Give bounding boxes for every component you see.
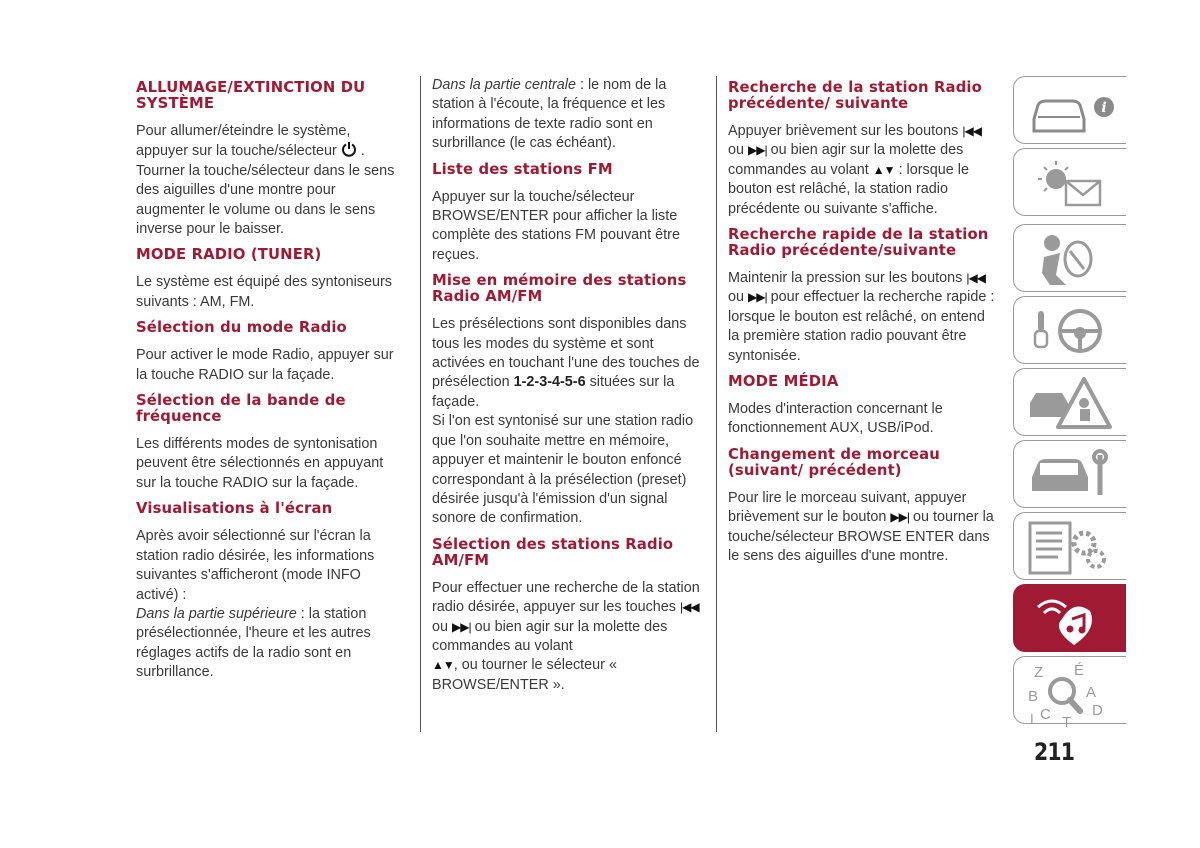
text-power-a: Pour allumer/éteindre le système, appuyer sur la touche/sélecteur [136,123,351,160]
text-prev-b: ou bien agir sur la molette des commandes au volant [728,142,964,178]
paragraph-radio-mode: Le système est équipé des syntoniseurs suivants : AM, FM. [136,274,392,310]
paragraph-power [136,122,406,239]
page-number: 211 [1034,738,1075,766]
heading-radio-mode: MODE RADIO (TUNER) [136,246,322,264]
tab-multimedia[interactable] [1013,584,1126,652]
prev-track-icon: |◀◀ [966,271,985,286]
heading-prev-station: Recherche de la station Radio précédente/ suivante [728,79,982,112]
tab-warning-emergency[interactable] [1013,368,1126,436]
tab-safety[interactable] [1013,224,1126,292]
airbag-person-icon [1022,229,1118,289]
heading-memory: Mise en mémoire des stations Radio AM/FM [432,272,687,306]
heading-band: Sélection de la bande de fréquence [136,392,346,426]
paragraph-center-part [432,76,706,154]
paragraph-memory-2: Si l'on est syntonisé sur une station radio que l'on souhaite mettre en mémoire, appuyer et maintenir le bouton enfoncé correspondant à la présélection (preset) désirée jusqu'à l'émission d'un signal sonore de confirmation. [432,413,694,527]
text-preset-numbers: 1-2-3-4-5-6 [513,374,586,391]
heading-fm-list: Liste des stations FM [432,160,613,178]
heading-select-mode: Sélection du mode Radio [136,319,347,337]
up-down-arrows-icon: ▲▼ [432,658,454,673]
svg-text:i: i [1101,100,1107,116]
column-2 [432,76,706,703]
text-track-a: Pour lire le morceau suivant, appuyer brièvement sur le bouton [728,489,967,526]
text-top-part-label: Dans la partie supérieure [136,605,297,622]
up-down-arrows-icon: ▲▼ [872,162,895,177]
paragraph-media-mode: Modes d'interaction concernant le fonctionnement AUX, USB/iPod. [728,401,943,437]
index-letter: T [1062,714,1072,729]
column-3 [728,76,1000,575]
paragraph-select-stations [432,579,706,695]
heading-media-mode: MODE MÉDIA [728,373,839,391]
index-letter: Z [1034,664,1044,681]
power-icon [341,141,357,157]
text-track-b: ou tourner la touche/sélecteur BROWSE ENTER dans le sens des aiguilles d'une montre. [728,509,994,565]
paragraph-select-mode: Pour activer le mode Radio, appuyer sur la touche RADIO sur la façade. [136,347,394,383]
tab-maintenance[interactable] [1013,440,1126,508]
prev-track-icon: |◀◀ [962,124,981,138]
multimedia-note-icon [1022,589,1118,649]
paragraph-band: Les différents modes de syntonisation peuvent être sélectionnés en appuyant sur la touche RADIO sur la façade. [136,436,384,491]
heading-track-change: Changement de morceau (suivant/ précédent) [728,445,940,479]
paragraph-fm-list: Appuyer sur la touche/sélecteur BROWSE/ENTER pour afficher la liste complète des stations FM pouvant être reçues. [432,188,680,263]
paragraph-track-change [728,489,1000,567]
heading-fast-search: Recherche rapide de la station Radio précédente/suivante [728,226,989,260]
next-track-icon: ▶▶| [452,619,471,634]
index-letter: A [1086,684,1097,701]
text-select-a: Pour effectuer une recherche de la station radio désirée, appuyer sur les touches [432,579,700,616]
text-prev-c: : lorsque le bouton est relâché, la station radio précédente ou suivante s'affiche. [728,161,969,217]
index-letter: I [1030,711,1034,726]
text-memory-a: Les présélections sont disponibles dans tous les modes du système et sont activées en touchant l'une des touches de présélection [432,316,700,391]
text-fast-a: Maintenir la pression sur les boutons [728,270,963,287]
lights-climate-icon [1022,153,1118,213]
column-divider-1 [420,76,421,732]
text-center-part: : le nom de la station à l'écoute, la fréquence et les informations de texte radio sont en surbrillance (le cas échéant). [432,77,667,152]
next-track-icon: ▶▶| [748,290,767,305]
text-select-b: ou bien agir sur la molette des commandes au volant [432,618,668,654]
next-track-icon: ▶▶| [890,510,909,525]
column-1 [136,76,406,683]
tab-index[interactable] [1013,656,1126,729]
tab-technical-data[interactable] [1013,512,1126,580]
index-letter: É [1074,662,1085,679]
prev-track-icon: |◀◀ [679,600,699,615]
index-magnifier-icon [1022,661,1118,729]
heading-select-stations: Sélection des stations Radio AM/FM [432,535,674,569]
heading-display: Visualisations à l'écran [136,500,333,518]
text-center-part-label: Dans la partie centrale [432,77,576,93]
paragraph-display [136,527,406,682]
text-select-c: , ou tourner le sélecteur « BROWSE/ENTER ». [432,657,617,693]
text-memory-b: situées sur la façade. [432,374,675,410]
index-letter: C [1040,706,1051,723]
index-letter: D [1092,702,1103,719]
tab-car-info[interactable] [1013,76,1126,144]
car-wrench-icon [1022,445,1118,505]
column-divider-2 [716,76,717,732]
text-top-part: : la station présélectionnée, l'heure et les autres réglages actifs de la radio sont en surbrillance. [136,605,371,681]
text-power-b: . Tourner la touche/sélecteur dans le sens des aiguilles d'une montre pour augmenter le volume ou dans le sens inverse pour le baisser. [136,143,395,238]
text-select-ou: ou [432,618,449,635]
index-letter: B [1028,688,1039,705]
tab-starting-driving[interactable] [1013,296,1126,364]
text-display: Après avoir sélectionné sur l'écran la station radio désirée, les informations suivantes s'afficheront (mode INFO activé) : [136,528,375,603]
paragraph-fast-search [728,269,1000,366]
paragraph-prev-station [728,122,1000,219]
text-fast-b: pour effectuer la recherche rapide : lorsque le bouton est relâché, on entend la première station radio pouvant être syntonisée. [728,289,995,364]
car-info-icon [1022,81,1118,141]
tab-lights-climate[interactable] [1013,148,1126,216]
steering-wheel-key-icon [1022,301,1118,361]
heading-power: ALLUMAGE/EXTINCTION DU SYSTÈME [136,79,366,112]
paragraph-memory [432,315,706,412]
text-prev-a: Appuyer brièvement sur les boutons [728,123,959,139]
text-prev-ou: ou [728,142,745,159]
next-track-icon: ▶▶| [748,143,767,158]
document-gears-icon [1022,517,1118,577]
warning-triangle-icon [1022,373,1118,433]
text-fast-ou: ou [728,289,745,306]
